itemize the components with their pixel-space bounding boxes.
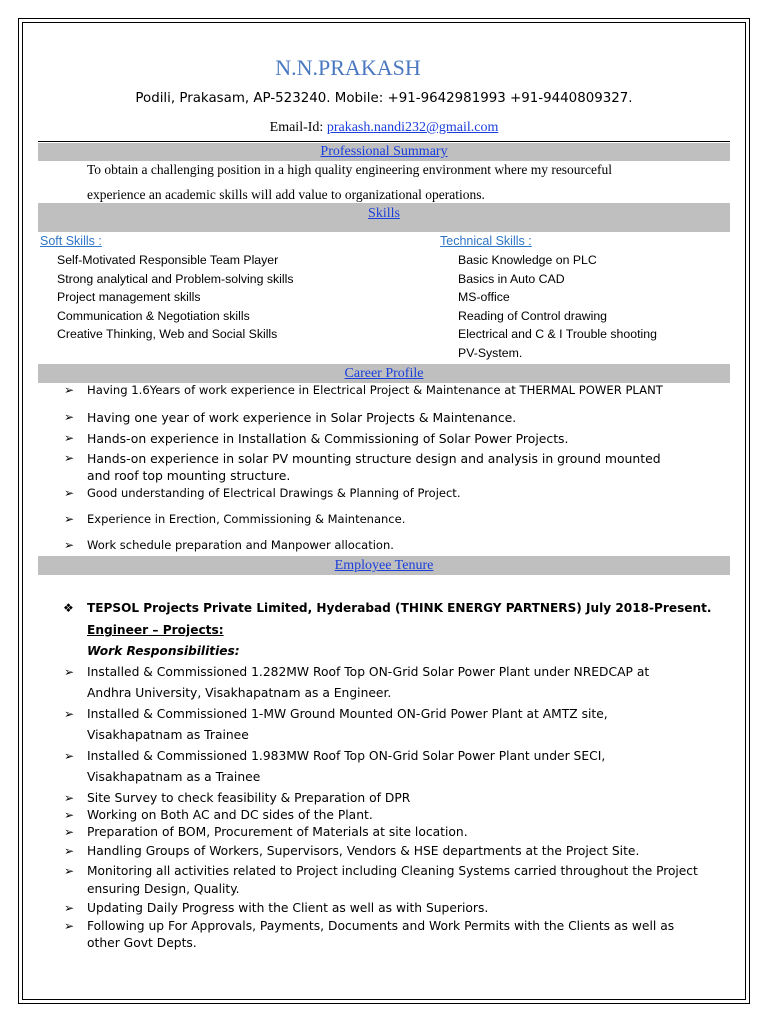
- bullet-arrow-icon: ➢: [64, 825, 75, 839]
- career-item: Work schedule preparation and Manpower allocation.: [87, 538, 394, 552]
- soft-skill-item: Strong analytical and Problem-solving skills: [57, 272, 294, 286]
- bullet-arrow-icon: ➢: [64, 431, 75, 445]
- bullet-arrow-icon: ➢: [64, 410, 75, 424]
- career-item: Good understanding of Electrical Drawings & Planning of Project.: [87, 486, 461, 500]
- bullet-arrow-icon: ➢: [64, 665, 75, 679]
- career-item: Experience in Erection, Commissioning & Maintenance.: [87, 512, 406, 526]
- soft-skill-item: Creative Thinking, Web and Social Skills: [57, 327, 278, 341]
- header-divider: [38, 141, 730, 142]
- bullet-arrow-icon: ➢: [64, 538, 75, 552]
- email-label: Email-Id:: [269, 120, 324, 135]
- bullet-arrow-icon: ➢: [64, 864, 75, 878]
- section-header-skills: Skills: [38, 203, 730, 232]
- responsibility-item: Updating Daily Progress with the Client as well as with Superiors.: [87, 901, 489, 915]
- email-line: [0, 120, 768, 136]
- responsibility-item: Installed & Commissioned 1-MW Ground Mounted ON-Grid Power Plant at AMTZ site,: [87, 707, 608, 721]
- company-line: TEPSOL Projects Private Limited, Hyderabad (THINK ENERGY PARTNERS) July 2018-Present.: [87, 601, 712, 615]
- responsibility-item: Installed & Commissioned 1.282MW Roof Top ON-Grid Solar Power Plant under NREDCAP at: [87, 665, 650, 679]
- responsibility-item-continued: Visakhapatnam as a Trainee: [87, 770, 261, 784]
- bullet-arrow-icon: ➢: [64, 707, 75, 721]
- career-item-continued: and roof top mounting structure.: [87, 468, 291, 483]
- bullet-arrow-icon: ➢: [64, 901, 75, 915]
- contact-line: Podili, Prakasam, AP-523240. Mobile: +91-9642981993 +91-9440809327.: [135, 91, 633, 106]
- career-item: Hands-on experience in solar PV mounting structure design and analysis in ground mounted: [87, 451, 661, 466]
- bullet-diamond-icon: ❖: [63, 601, 74, 615]
- bullet-arrow-icon: ➢: [64, 844, 75, 858]
- bullet-arrow-icon: ➢: [64, 749, 75, 763]
- soft-skill-item: Communication & Negotiation skills: [57, 309, 250, 323]
- career-item: Hands-on experience in Installation & Commissioning of Solar Power Projects.: [87, 431, 569, 446]
- section-header-summary: Professional Summary: [38, 143, 730, 161]
- summary-line-1: To obtain a challenging position in a high quality engineering environment where my resourceful: [87, 162, 613, 177]
- responsibility-item: Handling Groups of Workers, Supervisors, Vendors & HSE departments at the Project Site.: [87, 844, 640, 858]
- technical-skill-item: Electrical and C & I Trouble shooting: [458, 327, 657, 341]
- candidate-name: N.N.PRAKASH: [275, 55, 421, 80]
- bullet-arrow-icon: ➢: [64, 919, 75, 933]
- technical-skill-item: PV-System.: [458, 346, 523, 360]
- responsibilities-heading: Work Responsibilities:: [87, 644, 240, 658]
- soft-skill-item: Self-Motivated Responsible Team Player: [57, 253, 279, 267]
- bullet-arrow-icon: ➢: [64, 383, 75, 397]
- technical-skills-heading: Technical Skills :: [440, 234, 532, 248]
- career-item: Having one year of work experience in Solar Projects & Maintenance.: [87, 410, 517, 425]
- bullet-arrow-icon: ➢: [64, 791, 75, 805]
- bullet-arrow-icon: ➢: [64, 486, 75, 500]
- job-role: Engineer – Projects:: [87, 623, 224, 637]
- responsibility-item-continued: Andhra University, Visakhapatnam as a Engineer.: [87, 686, 392, 700]
- soft-skills-heading: Soft Skills :: [40, 234, 102, 248]
- bullet-arrow-icon: ➢: [64, 808, 75, 822]
- bullet-arrow-icon: ➢: [64, 451, 75, 465]
- responsibility-item: Following up For Approvals, Payments, Documents and Work Permits with the Clients as well as: [87, 919, 675, 933]
- technical-skill-item: Basics in Auto CAD: [458, 272, 565, 286]
- responsibility-item-continued: ensuring Design, Quality.: [87, 882, 240, 896]
- technical-skill-item: Basic Knowledge on PLC: [458, 253, 597, 267]
- email-link[interactable]: prakash.nandi232@gmail.com: [326, 120, 499, 135]
- responsibility-item: Preparation of BOM, Procurement of Materials at site location.: [87, 825, 468, 839]
- responsibility-item-continued: Visakhapatnam as Trainee: [87, 728, 249, 742]
- section-header-career: Career Profile: [38, 364, 730, 383]
- responsibility-item: Installed & Commissioned 1.983MW Roof Top ON-Grid Solar Power Plant under SECI,: [87, 749, 606, 763]
- technical-skill-item: MS-office: [458, 290, 510, 304]
- soft-skill-item: Project management skills: [57, 290, 201, 304]
- technical-skill-item: Reading of Control drawing: [458, 309, 608, 323]
- summary-line-2: experience an academic skills will add value to organizational operations.: [87, 187, 485, 202]
- responsibility-item: Site Survey to check feasibility & Preparation of DPR: [87, 791, 411, 805]
- responsibility-item: Working on Both AC and DC sides of the Plant.: [87, 808, 373, 822]
- section-header-tenure: Employee Tenure: [38, 556, 730, 575]
- responsibility-item-continued: other Govt Depts.: [87, 936, 197, 950]
- bullet-arrow-icon: ➢: [64, 512, 75, 526]
- responsibility-item: Monitoring all activities related to Project including Cleaning Systems carried throughout the Project: [87, 864, 698, 878]
- career-item: Having 1.6Years of work experience in Electrical Project & Maintenance at THERMAL POWER PLANT: [87, 383, 663, 397]
